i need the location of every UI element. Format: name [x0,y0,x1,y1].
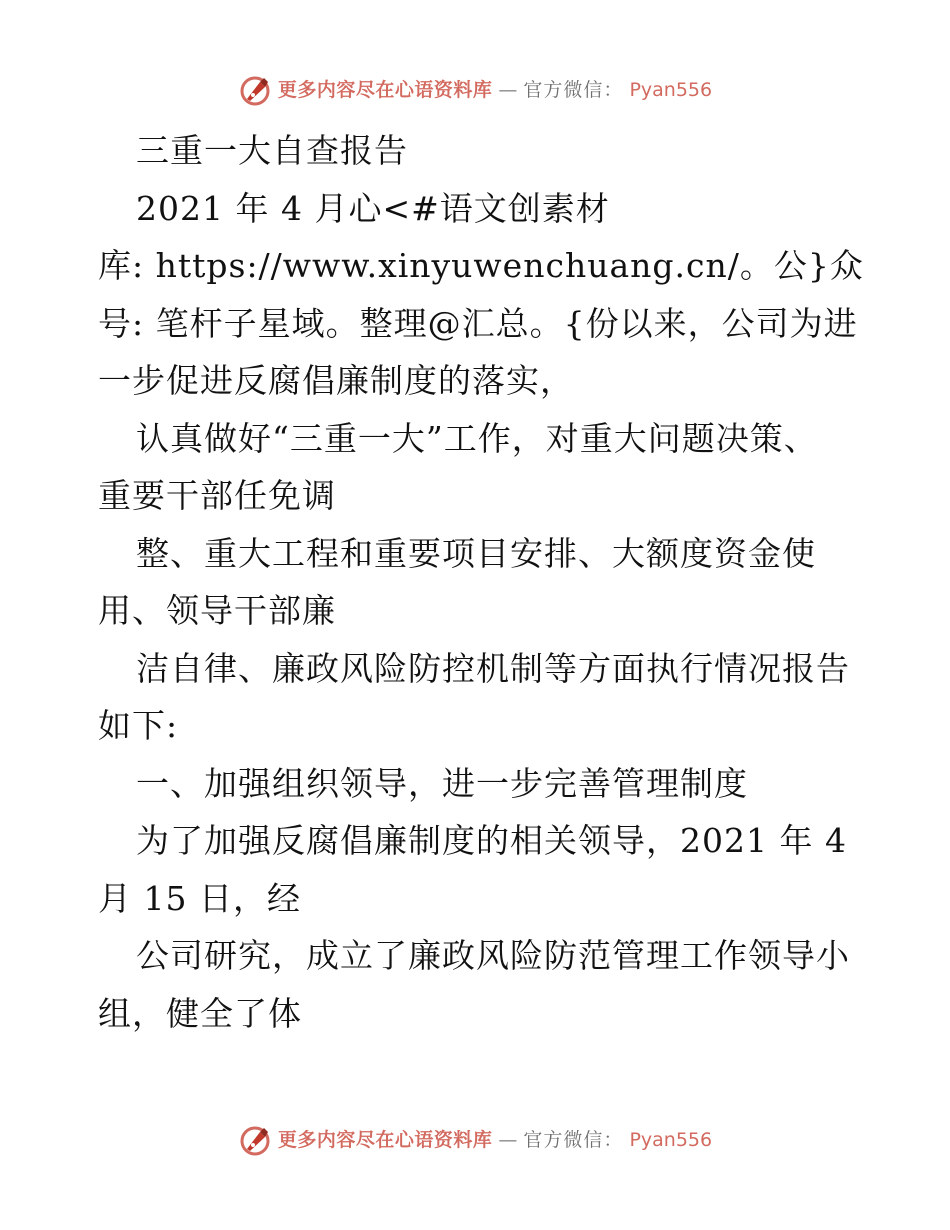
paragraph-line: 整、重大工程和重要项目安排、大额度资金使 [136,533,816,573]
paragraph-line: 认真做好“三重一大”工作，对重大问题决策、 [136,418,818,458]
paragraph-line: 库: https://www.xinyuwenchuang.cn/。公}众 [98,246,864,285]
paragraph-line: 用、领导干部廉 [98,591,336,630]
paragraph-line: 月 15 日，经 [98,878,301,918]
watermark-contact-label: 官方微信： [523,1129,624,1151]
paragraph-line: 重要干部任免调 [98,476,336,515]
watermark-contact-id: Pyan556 [629,1129,713,1151]
paragraph-line: 2021 年 4 月心<#语文创素材 [136,188,610,228]
paragraph-line: 组，健全了体 [98,993,302,1033]
watermark-row [238,73,712,107]
paragraph-line: 为了加强反腐倡廉制度的相关领导，2021 年 4 [136,821,847,860]
watermark-row [238,1123,712,1157]
watermark-dash: — [498,79,518,101]
section-heading: 一、加强组织领导，进一步完善管理制度 [136,763,748,803]
paragraph-line: 号: 笔杆子星域。整理@汇总。{份以来，公司为进 [98,303,858,343]
pen-nib-logo-icon [238,1123,272,1157]
footer-watermark-banner [0,1120,950,1160]
watermark-dash: — [498,1129,518,1151]
watermark-contact-id: Pyan556 [629,79,713,101]
paragraph-line: 如下: [98,706,179,745]
watermark-text: 更多内容尽在心语资料库 [277,1129,493,1151]
header-watermark-banner [0,70,950,110]
document-title: 三重一大自查报告 [136,131,408,170]
paragraph-line: 一步促进反腐倡廉制度的落实， [98,361,574,400]
watermark-contact-label: 官方微信： [523,79,624,101]
paragraph-line: 洁自律、廉政风险防控机制等方面执行情况报告 [136,648,850,688]
document-body [98,122,864,1042]
watermark-text: 更多内容尽在心语资料库 [277,79,493,101]
paragraph-line: 公司研究，成立了廉政风险防范管理工作领导小 [136,936,850,975]
pen-nib-logo-icon [238,73,272,107]
